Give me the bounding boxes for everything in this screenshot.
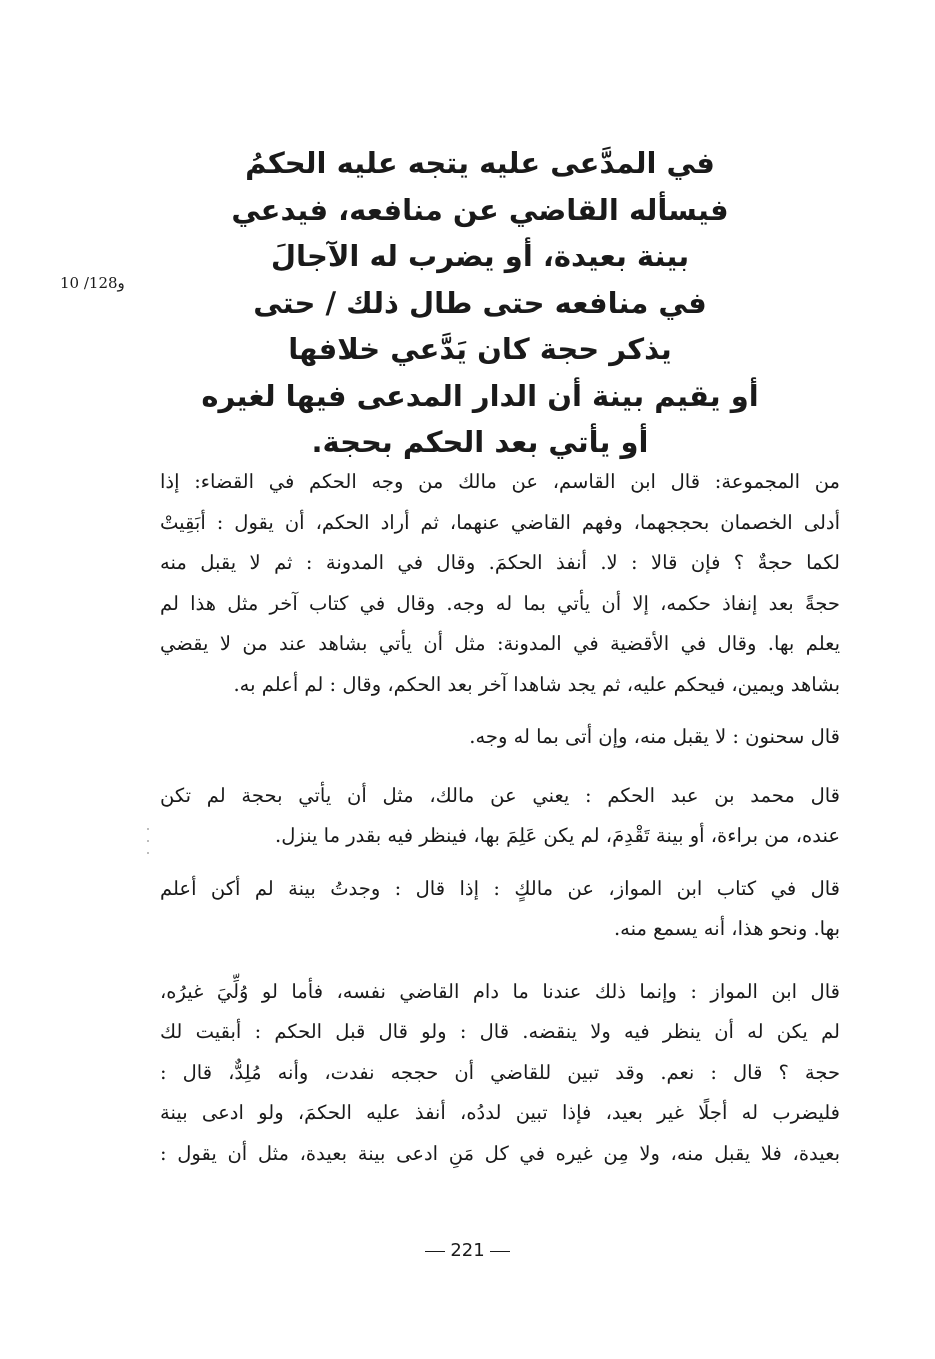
dash-left [425,1251,445,1252]
text-line: قال سحنون : لا يقبل منه، وإن أتى بما له وجه. [469,725,840,748]
page-footer [0,1240,935,1261]
text-line: عنده، من براءة، أو بينة تَقْدِمَ، لم يكن عَلِمَ بها، فينظر فيه بقدر ما ينزل. [275,824,840,847]
heading-line: أو يأتي بعد الحكم بحجة. [311,425,649,459]
heading-line: فيسأله القاضي عن منافعه، فيدعي [231,192,729,227]
text-line: قال ابن المواز : وإنما ذلك عندنا ما دام القاضي نفسه، فأما لو وُلِّيَ غيرُه، [160,979,840,1003]
paragraph-gap [160,950,840,972]
scan-speck [147,852,149,854]
heading-line: أو يقيم بينة أن الدار المدعى فيها لغيره [201,378,759,413]
dash-right [490,1251,510,1252]
page-number: 221 [450,1240,485,1261]
heading-line: يذكر حجة كان يَدَّعي خلافها [288,332,672,366]
paragraph-kitab-ibn-al-mawwaz [160,869,840,950]
section-heading [200,140,760,466]
paragraph-majmuaa [160,462,840,705]
paragraph-sahnun [160,717,840,758]
text-line: من المجموعة: قال ابن القاسم، عن مالك من وجه الحكم في القضاء: إذا [160,470,840,493]
paragraph-gap [160,758,840,776]
text-line: قال في كتاب ابن المواز، عن مالكٍ : إذا قال : وجدتُ بينة لم أكن أعلم [160,876,840,900]
text-line: لم يكن له أن ينظر فيه ولا ينقضه. قال : ولو قال قبل الحكم : أبقيت لك [160,1020,840,1043]
paragraph-ibn-al-mawwaz [160,972,840,1175]
paragraph-ibn-abd-al-hakam [160,776,840,857]
text-line: فليضرب له أجلًا غير بعيد، فإذا تبين لددُه، أنفذ عليه الحكمَ، ولو ادعى بينة [160,1101,840,1124]
body-text [160,462,840,1174]
heading-line: في المدَّعى عليه يتجه عليه الحكمُ [245,146,715,180]
heading-line: في منافعه حتى طال ذلك / حتى [253,285,707,320]
text-line: بها. ونحو هذا، أنه يسمع منه. [613,917,840,940]
paragraph-gap [160,857,840,869]
scan-speck [147,840,149,842]
text-line: يعلم بها. وقال في الأقضية في المدونة: مثل أن يأتي بشاهد عند من لا يقضي [160,632,840,655]
heading-line: بينة بعيدة، أو يضرب له الآجالَ [270,239,690,273]
text-line: أدلى الخصمان بحججهما، وفهم القاضي عنهما، ثم أراد الحكم، أن يقول : أبَقِيتْ [160,510,840,534]
text-line: بشاهد ويمين، فيحكم عليه، ثم يجد شاهدا آخر بعد الحكم، وقال : لم أعلم به. [233,672,840,696]
text-line: لكما حجةٌ ؟ فإن قالا : لا. أنفذ الحكمَ. وقال في المدونة : ثم لا يقبل منه [160,551,840,574]
text-line: بعيدة، فلا يقبل منه، ولا مِن غيره في كل مَنِ ادعى بينة بعيدة، مثل أن يقول : [160,1141,840,1165]
text-line: حجةً بعد إنفاذ حكمه، إلا أن يأتي بما له وجه. وقال في كتاب آخر مثل هذا لم [160,591,840,615]
text-line: قال محمد بن عبد الحكم : يعني عن مالك، مثل أن يأتي بحجة لم تكن [160,783,840,807]
text-line: حجة ؟ قال : نعم. وقد تبين للقاضي أن حججه نفدت، وأنه مُلِدٌّ، قال : [160,1060,840,1084]
paragraph-gap [160,705,840,717]
scan-speck [147,828,149,830]
manuscript-folio-note: 10 /128و [60,274,125,292]
